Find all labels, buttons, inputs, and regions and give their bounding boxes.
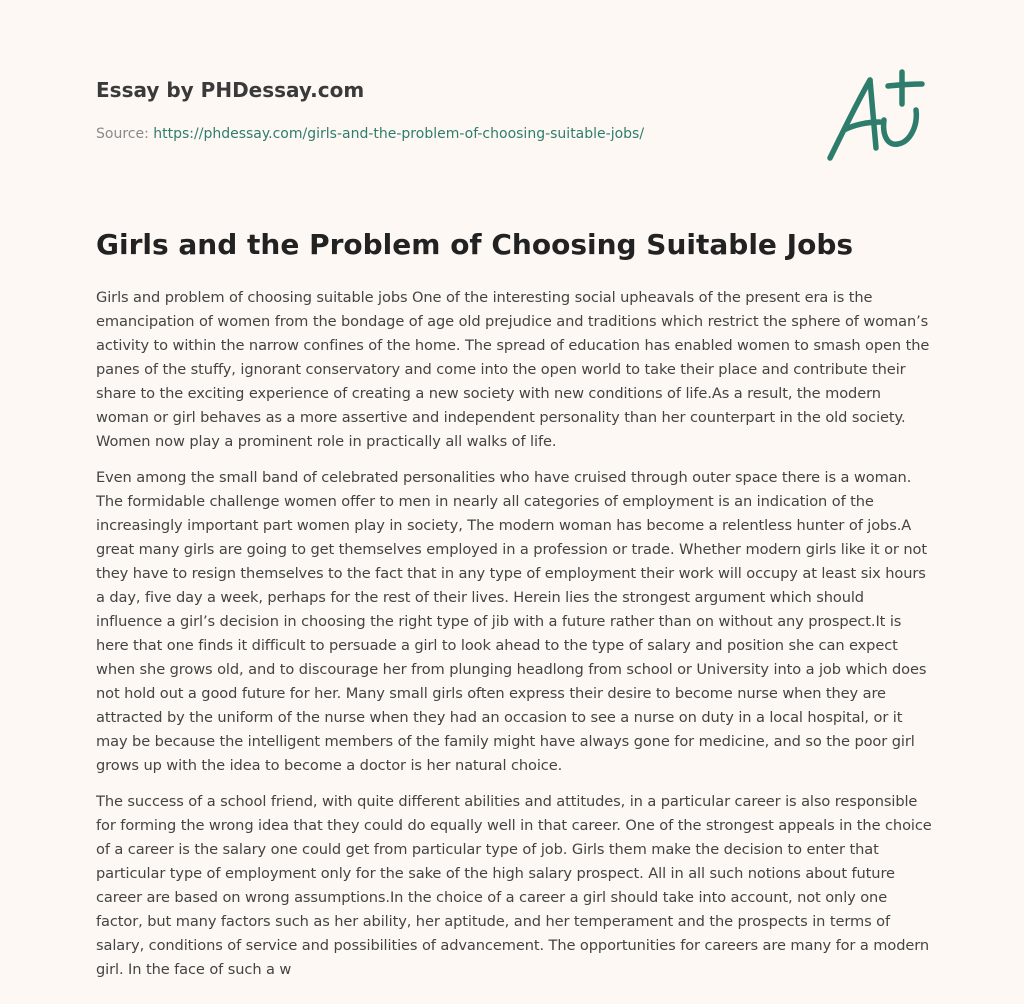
essay-title: Girls and the Problem of Choosing Suitable Jobs xyxy=(96,228,854,261)
essay-header xyxy=(96,76,796,144)
source-line xyxy=(96,124,796,144)
essay-paragraph: Even among the small band of celebrated personalities who have cruised through outer space there is a woman. The formidable challenge women offer to men in nearly all categories of employment is an indication of the increasingly important part women play in society, The modern woman has become a relentless hunter of jobs.A great many girls are going to get themselves employed in a profession or trade. Whether modern girls like it or not they have to resign themselves to the fact that in any type of employment their work will occupy at least six hours a day, five day a week, perhaps for the rest of their lives. Herein lies the strongest argument which should influence a girl’s decision in choosing the right type of jib with a future rather than on without any prospect.It is here that one finds it difficult to persuade a girl to look ahead to the type of salary and position she can expect when she grows old, and to discourage her from plunging headlong from school or University into a job which does not hold out a good future for her. Many small girls often express their desire to become nurse when they are attracted by the uniform of the nurse when they had an occasion to see a nurse on duty in a local hospital, or it may be because the intelligent members of the family might have always gone for medicine, and so the poor girl grows up with the idea to become a doctor is her natural choice. xyxy=(96,469,927,774)
essay-paragraph: The success of a school friend, with quite different abilities and attitudes, in a particular career is also responsible for forming the wrong idea that they could do equally well in that career. One of the strongest appeals in the choice of a career is the salary one could get from particular type of job. Girls them make the decision to enter that particular type of employment only for the sake of the high salary prospect. All in all such notions about future career are based on wrong assumptions.In the choice of a career a girl should take into account, not only one factor, but many factors such as her ability, her aptitude, and her temperament and the prospects in terms of salary, conditions of service and possibilities of advancement. The opportunities for careers are many for a modern girl. In the face of such a w xyxy=(96,793,932,978)
site-brand: Essay by PHDessay.com xyxy=(96,78,365,102)
source-label: Source: xyxy=(96,126,154,142)
source-link[interactable]: https://phdessay.com/girls-and-the-problem-of-choosing-suitable-jobs/ xyxy=(153,126,645,142)
essay-body xyxy=(96,286,934,994)
essay-paragraph: Girls and problem of choosing suitable jobs One of the interesting social upheavals of the present era is the emancipation of women from the bondage of age old prejudice and traditions which restrict the sphere of woman’s activity to within the narrow confines of the home. The spread of education has enabled women to smash open the panes of the stuffy, ignorant conservatory and come into the open world to take their place and contribute their share to the exciting experience of creating a new society with new conditions of life.As a result, the modern woman or girl behaves as a more assertive and independent personality than her counterpart in the old society. Women now play a prominent role in practically all walks of life. xyxy=(96,289,930,450)
a-plus-logo-icon xyxy=(822,64,932,168)
